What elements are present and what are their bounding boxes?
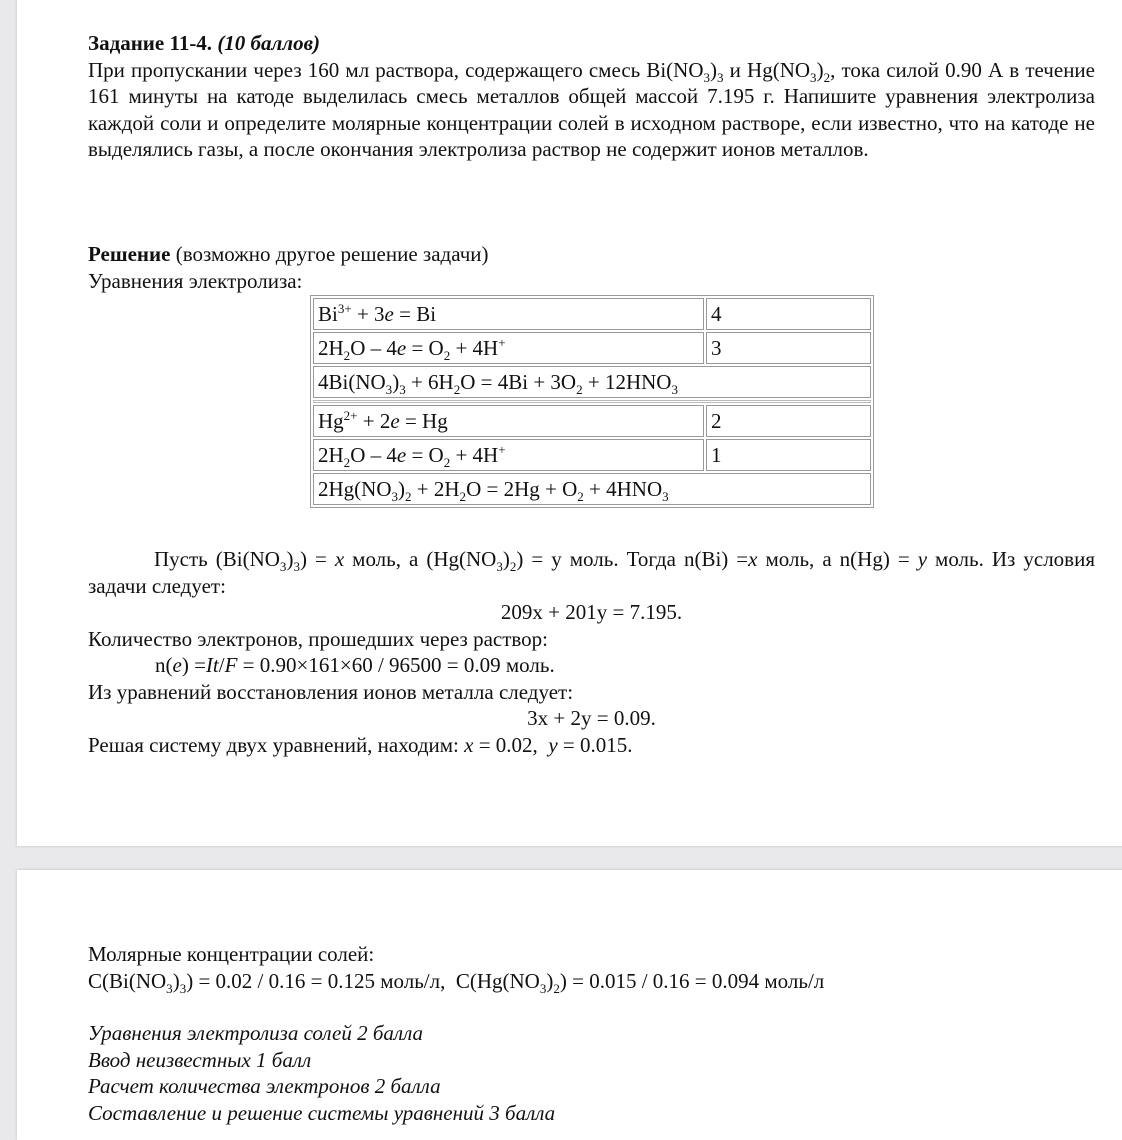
grading-item: Уравнения электролиза солей 2 балла [88,1021,424,1045]
table-row [313,439,871,471]
table-row [313,298,871,330]
mass-equation: 209x + 201y = 7.195. [500,600,683,624]
grading-item: Составление и решение системы уравнений 3 балла [88,1100,556,1125]
solution-title: Решение [88,242,171,266]
electrons-label: Количество электронов, прошедших через раствор: [88,626,549,651]
bi-anode-coef: 3 [706,332,871,364]
task-text-1: При пропускании через 160 мл раствора, содержащего смесь Bi(NO [88,57,704,82]
document-page-1 [17,0,1122,846]
concentrations-block [88,941,1095,994]
task-points: (10 баллов) [217,31,320,55]
bi-cathode-coef: 4 [706,298,871,330]
task-text-5: , тока силой 0.90 А в течение 161 минуты на катоде выделилась смесь металлов общей массой 7.195 г. Напишите уравнения электролиза каждой соли и определите молярные концентрации солей в исходном растворе, если известно, что на катоде не выделялись газы, а после окончания электролиза раствор не содержит ионов металлов. [88,57,1095,161]
electrolysis-equations-table [310,295,874,508]
equations-label: Уравнения электролиза: [88,268,303,293]
solution-body [88,546,1095,758]
hg-anode-coef: 1 [706,439,871,471]
table-row [313,332,871,364]
bi-anode-equation: $2H_2O - 4e = O_2 + 4H^+$ [313,332,704,364]
table-separator [313,400,871,403]
task-text-3: и Hg(NO [723,57,811,82]
let-paragraph: Пусть $(Bi(NO_3)_3) = x$ моль, а $(Hg(NO_3)_2) = y$ моль. Тогда n(Bi) =x моль, а n(Hg) = y моль. Из условия задачи следует: [88,547,1095,598]
grading-block [88,1020,1095,1126]
reduction-label: Из уравнений восстановления ионов металла следует: [88,679,574,704]
solution-note: (возможно другое решение задачи) [170,242,489,266]
solve-line: Решая систему двух уравнений, находим: x = 0.02, y = 0.015. [88,732,633,757]
hg-cathode-equation: $Hg^{2+} + 2e = Hg$ [313,405,704,437]
task-text-4: ) [816,57,824,82]
bi-cathode-equation: $Bi^{3+} + 3e = Bi$ [313,298,704,330]
hg-overall-equation: $2Hg(NO_3)_2 + 2H_2O = 2Hg + O_2 + 4HNO_3$ [313,473,871,505]
electron-equation: 3x + 2y = 0.09. [527,706,656,730]
hg-cathode-coef: 2 [706,405,871,437]
grading-item: Расчет количества электронов 2 балла [88,1074,441,1098]
table-row [313,473,871,505]
solution-header [88,241,1095,294]
electrons-calc: n(e) =It/F = 0.90×161×60 / 96500 = 0.09 моль. [155,653,555,677]
task-statement: Задание 11-4. (10 баллов) При пропускании через 160 мл раствора, содержащего смесь $Bi(NO_3)_3$ и $Hg(NO_3)_2$, тока силой 0.90 А в течение 161 минуты на катоде выделилась смесь металлов общей массой 7.195 г. Напишите уравнения электролиза каждой соли и определите молярные концентрации солей в исходном растворе, если известно, что на катоде не выделялись газы, а после окончания электролиза раствор не содержит ионов металлов. [88,31,1095,161]
hg-anode-equation: $2H_2O - 4e = O_2 + 4H^+$ [313,439,704,471]
conc-values: $C(Bi(NO_3)_3) = 0.02 / 0.16 = 0.125$ моль/л, $C(Hg(NO_3)_2) = 0.015 / 0.16 = 0.094$ моль/л [88,968,825,996]
grading-item: Ввод неизвестных 1 балл [88,1047,312,1072]
task-text-2: ) [710,57,718,82]
table-row [313,405,871,437]
conc-label: Молярные концентрации солей: [88,942,375,966]
bi-overall-equation: $4Bi(NO_3)_3 + 6H_2O = 4Bi + 3O_2 + 12HNO_3$ [313,366,871,398]
table-row [313,366,871,398]
task-heading: Задание 11-4. [88,31,213,55]
let-line-end: условия задачи следует: [88,547,1095,598]
